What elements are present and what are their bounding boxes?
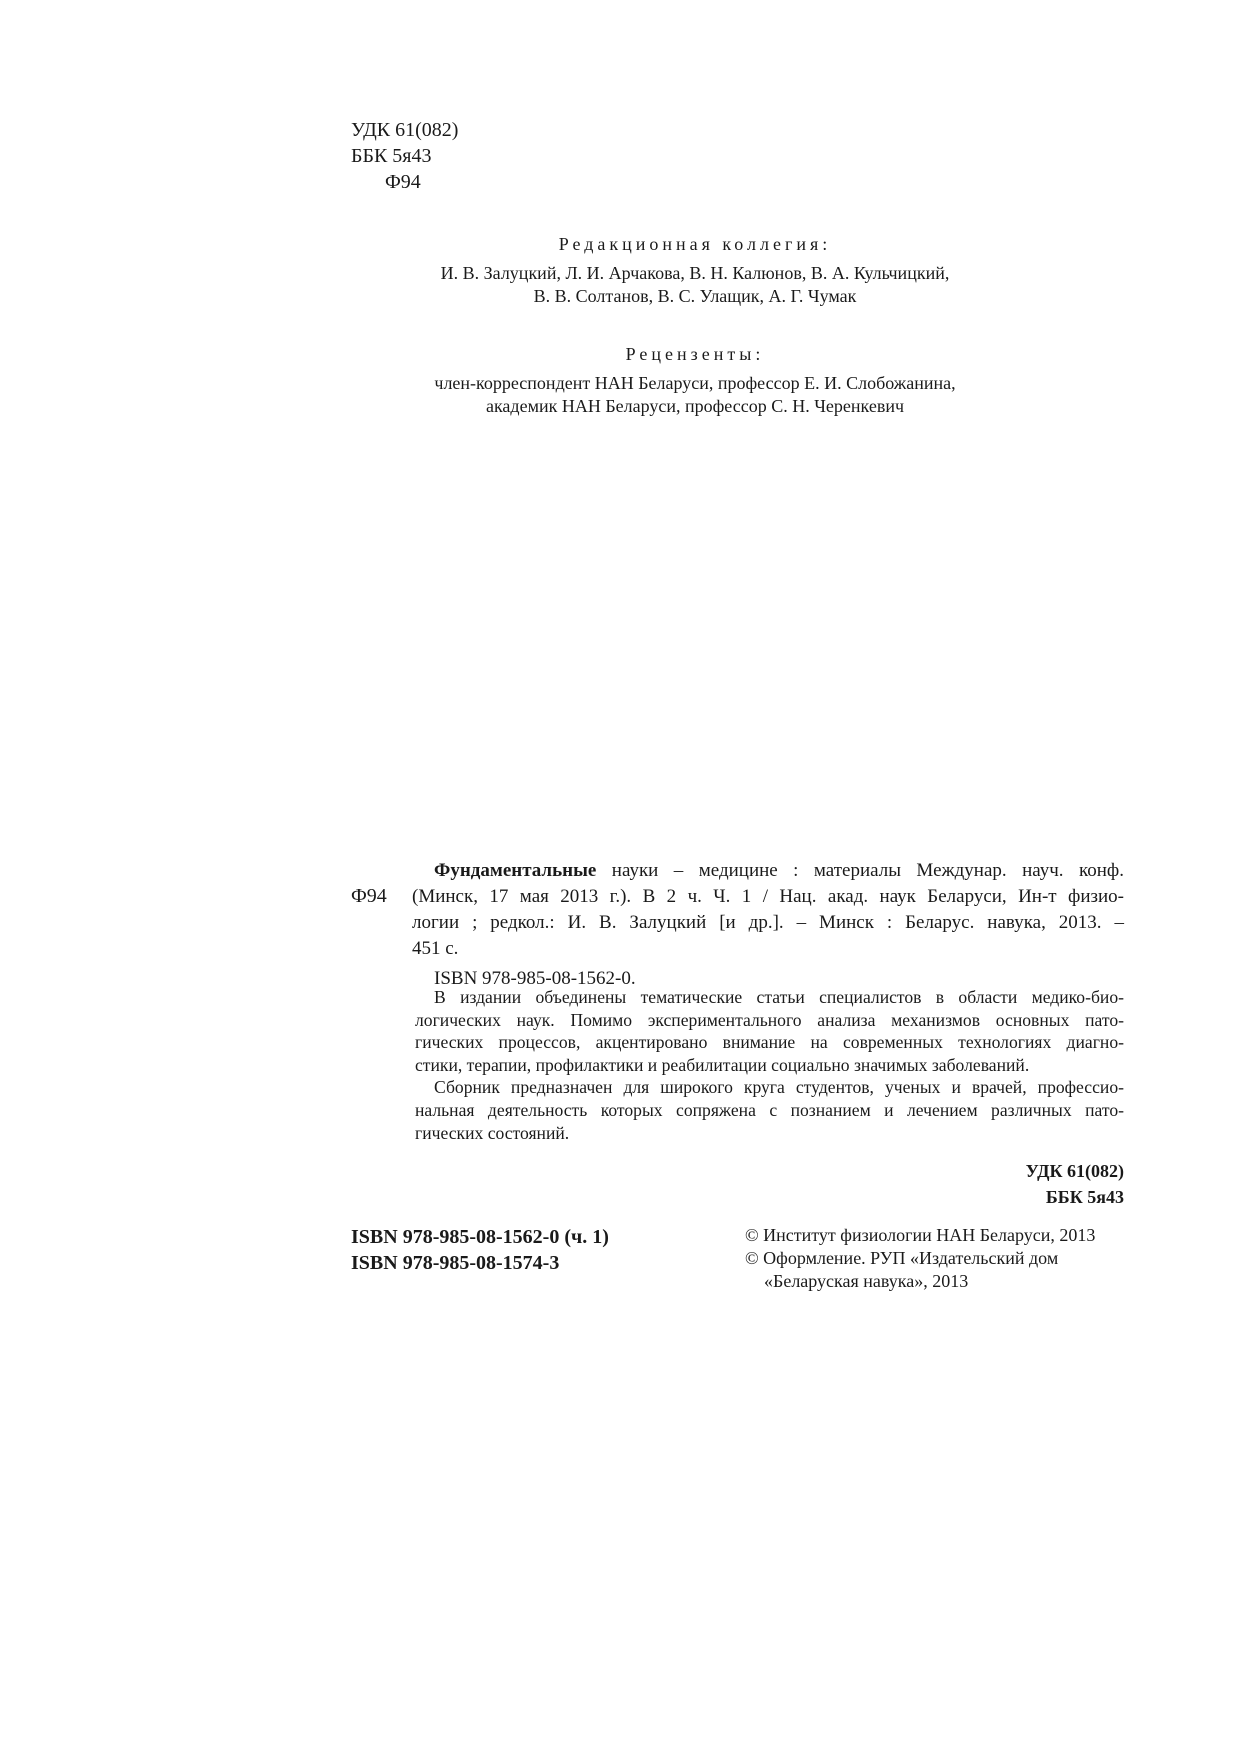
annotation — [415, 986, 1124, 1144]
isbn-block — [351, 1224, 609, 1276]
bibliographic-side-sign: Ф94 — [351, 885, 387, 907]
footer-bbk: ББК 5я43 — [1045, 1187, 1124, 1207]
copyright-line: © Оформление. РУП «Издательский дом — [745, 1248, 1059, 1268]
annotation-line: гических процессов, акцентировано внимание на современных технологиях диагно- — [415, 1032, 1124, 1053]
annotation-line: логических наук. Помимо экспериментального анализа механизмов основных пато- — [415, 1009, 1124, 1030]
author-sign: Ф94 — [385, 171, 421, 193]
reviewers-line: академик НАН Беларуси, профессор С. Н. Черенкевич — [485, 396, 905, 416]
reviewers-line: член-корреспондент НАН Беларуси, профессор Е. И. Слобожанина, — [434, 373, 956, 393]
isbn-part: ISBN 978-985-08-1562-0 (ч. 1) — [351, 1226, 609, 1248]
bibliographic-record — [412, 858, 1124, 992]
bibliographic-isbn: ISBN 978-985-08-1562-0. — [434, 968, 636, 989]
copyright-line: «Беларуская навука», 2013 — [764, 1271, 969, 1291]
annotation-line: нальная деятельность которых сопряжена с познанием и лечением различных пато- — [415, 1099, 1124, 1120]
annotation-line: стики, терапии, профилактики и реабилитации социально значимых заболеваний. — [415, 1054, 1030, 1075]
copyright-line: © Институт физиологии НАН Беларуси, 2013 — [745, 1225, 1096, 1245]
editorial-board-line: И. В. Залуцкий, Л. И. Арчакова, В. Н. Калюнов, В. А. Кульчицкий, — [440, 263, 950, 283]
reviewers — [330, 343, 1060, 418]
annotation-line: В издании объединены тематические статьи специалистов в области медико-био- — [434, 987, 1124, 1007]
header-codes — [351, 118, 458, 196]
bbk-code: ББК 5я43 — [351, 145, 432, 167]
editorial-board — [330, 233, 1060, 308]
editorial-board-title: Редакционная коллегия: — [558, 234, 832, 254]
footer-codes — [900, 1160, 1124, 1212]
udk-code: УДК 61(082) — [351, 119, 459, 141]
copyright-block — [745, 1224, 1095, 1293]
annotation-line: Сборник предназначен для широкого круга студентов, ученых и врачей, профессио- — [434, 1077, 1124, 1098]
isbn-set: ISBN 978-985-08-1574-3 — [351, 1252, 560, 1274]
reviewers-title: Рецензенты: — [625, 344, 765, 364]
annotation-line: гических состояний. — [415, 1122, 570, 1143]
bibliographic-line-1 — [434, 858, 1124, 884]
title-rest: науки – медицине : материалы Междунар. науч. конф. — [596, 860, 1124, 881]
bibliographic-line-4: 451 с. — [412, 938, 459, 959]
editorial-board-line: В. В. Солтанов, В. С. Улащик, А. Г. Чумак — [533, 286, 857, 306]
bibliographic-line-2: (Минск, 17 мая 2013 г.). В 2 ч. Ч. 1 / Нац. акад. наук Беларуси, Ин-т физио- — [412, 886, 1124, 907]
book-title: Фундаментальные — [434, 860, 597, 881]
footer-udk: УДК 61(082) — [1025, 1161, 1124, 1181]
bibliographic-line-3: логии ; редкол.: И. В. Залуцкий [и др.]. – Минск : Беларус. навука, 2013. – — [412, 912, 1124, 933]
